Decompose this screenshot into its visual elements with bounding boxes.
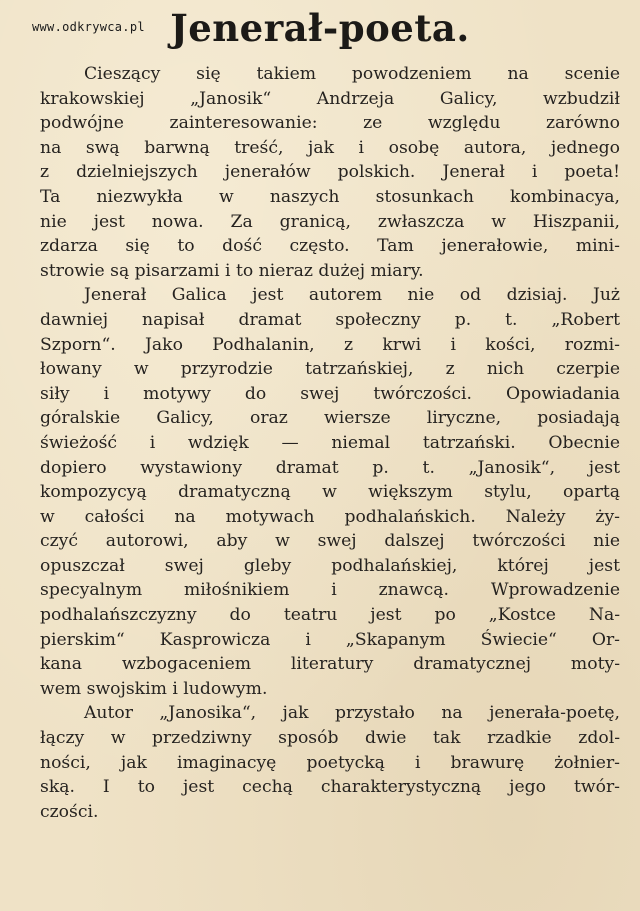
article-body — [40, 62, 620, 824]
text-line: w całości na motywach podhalańskich. Należy ży- — [40, 506, 620, 527]
text-line: opuszczał swej gleby podhalańskiej, której jest — [40, 555, 620, 576]
watermark: www.odkrywca.pl — [32, 20, 145, 34]
text-line: na swą barwną treść, jak i osobę autora, jednego — [40, 137, 620, 158]
text-line: zdarza się to dość często. Tam jenerałowie, mini- — [40, 236, 620, 257]
text-line: podhalańszczyzny do teatru jest po „Kostce Na- — [40, 605, 620, 626]
text-line: świeżość i wdzięk — niemal tatrzański. Obecnie — [40, 432, 620, 453]
text-line: Jenerał Galica jest autorem nie od dzisiaj. Już — [84, 285, 620, 306]
text-line: kompozycyą dramatyczną w większym stylu, opartą — [40, 482, 620, 503]
text-line: siły i motywy do swej twórczości. Opowiadania — [40, 383, 620, 404]
text-line: dawniej napisał dramat społeczny p. t. „Robert — [40, 309, 620, 330]
text-line: czyć autorowi, aby w swej dalszej twórczości nie — [40, 531, 620, 552]
text-line: z dzielniejszych jenerałów polskich. Jenerał i poeta! — [40, 162, 620, 183]
text-line: wem swojskim i ludowym. — [40, 678, 268, 699]
text-line: Ta niezwykła w naszych stosunkach kombinacya, — [40, 186, 620, 207]
text-line: Cieszący się takiem powodzeniem na scenie — [84, 64, 620, 84]
text-line: Autor „Janosika“, jak przystało na jenerała-poetę, — [84, 703, 620, 724]
text-line: góralskie Galicy, oraz wiersze liryczne, posiadają — [40, 408, 620, 429]
text-line: łowany w przyrodzie tatrzańskiej, z nich czerpie — [40, 359, 620, 380]
text-line: dopiero wystawiony dramat p. t. „Janosik“, jest — [40, 457, 620, 478]
text-line: strowie są pisarzami i to nieraz dużej miary. — [40, 260, 424, 281]
text-line: czości. — [40, 801, 99, 822]
text-line: ności, jak imaginacyę poetycką i brawurę żołnier- — [40, 752, 620, 773]
text-line: podwójne zainteresowanie: ze względu zarówno — [40, 113, 620, 134]
text-line: Szporn“. Jako Podhalanin, z krwi i kości, rozmi- — [40, 334, 620, 355]
article-title: Jenerał-poeta. — [170, 6, 470, 50]
text-line: łączy w przedziwny sposób dwie tak rzadkie zdol- — [40, 728, 620, 749]
text-line: krakowskiej „Janosik“ Andrzeja Galicy, wzbudził — [40, 88, 620, 109]
text-line: pierskim“ Kasprowicza i „Skapanym Świecie“ Or- — [40, 629, 620, 650]
text-line: specyalnym miłośnikiem i znawcą. Wprowadzenie — [40, 580, 620, 601]
text-line: kana wzbogaceniem literatury dramatycznej moty- — [40, 654, 620, 675]
text-line: ską. I to jest cechą charakterystyczną jego twór- — [40, 777, 620, 798]
text-line: nie jest nowa. Za granicą, zwłaszcza w Hiszpanii, — [40, 211, 620, 232]
